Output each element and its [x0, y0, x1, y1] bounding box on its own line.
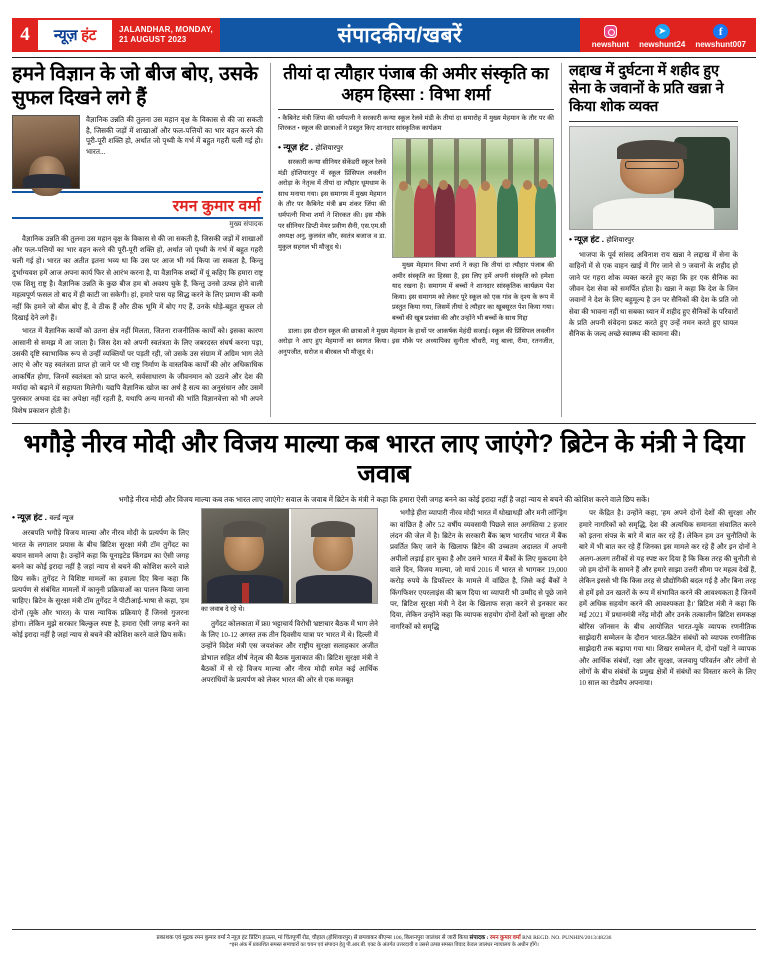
- editorial-article: [12, 63, 270, 417]
- feature-byline: • न्यूज़ हंट . वर्ल्ड न्यूज: [12, 512, 74, 523]
- feature-article: [12, 423, 756, 690]
- newspaper-page: [0, 18, 768, 958]
- editor-role: मुख्य संपादक: [229, 219, 263, 228]
- khanna-portrait-photo: [569, 126, 738, 230]
- logo-part-2: हंट: [81, 27, 97, 44]
- right-headline-rule: [569, 121, 738, 122]
- newspaper-logo[interactable]: [38, 18, 112, 52]
- logo-part-1: न्यूज़: [53, 27, 78, 44]
- feature-col-3: [384, 508, 573, 690]
- top-zone: [12, 63, 756, 417]
- feature-body-col-2: तुगेंदट कोलकाता में फ्र0 भट्टाचार्य विरोधी भ्रष्टाचार बैठक में भाग लेने के लिए 10-12 अगस्त तक तीन दिवसीय यात्रा पर भारत में थे। दिल्ली में उन्होंने विदेश मंत्री एस जयशंकर और राष्ट्रीय सुरक्षा सलाहकार अजीत डोभाल सहित शीर्ष नेतृत्व की बैठक मुलाकात की। ब्रिटिश सुरक्षा मंत्री ने बैठकों में से रहे विजय माल्या और नीरव मोदी समेत कई आर्थिक अपराधियों के प्रत्यर्पण को लेकर भारत की ओर से एक मजबूत: [201, 619, 378, 685]
- social-instagram[interactable]: [592, 24, 629, 49]
- feature-photo-caption: का जवाब दे रहे थे।: [201, 606, 245, 614]
- center-byline: • न्यूज़ हंट . होशियारपुर: [278, 142, 344, 153]
- footer-editor-label: संपादक :: [469, 934, 490, 941]
- feature-body-col-4: पर केंद्रित है। उन्होंने कहा, 'हम अपने दोनों देशों की सुरक्षा और हमारे नागरिकों को समृद्धि, देश की अत्यधिक समानता संचालित करने को इतना संपन्न के बारे में बात कर रहे हैं। लेकिन हम उन चुनौतियों के बारे में भी बात कर रहे हैं जिनका इस मामले कर रहे हैं और इन दोनों ने अलग-अलग तरीकों से यह स्पष्ट कर दिया है कि किस तरह की चुनौती से जो हम दोनों के सामने हैं और हमारे साझा उत्तरी सीमा पर महत्व देखें हैं, लेकिन इससे भी कि किस तरह से प्रौद्योगिकी बदल गई है और बिना तरह से हमें इसे उन खतरों के रूप में संभावित करने की आवश्यकता है जिनमें हमें अधिक सहयोग करने की आवश्यकता है।' ब्रिटिश मंत्री ने कहा कि मई 2021 में प्रधानमंत्री नरेंद्र मोदी और उनके तत्कालीन ब्रिटिश समकक्ष बोरिस जॉनसन के बीच आयोजित भारत-यूके व्यापक रणनीतिक साझेदारी सम्मेलन के दौरान भारत-ब्रिटेन संबंधों को व्यापक रणनीतिक साझेदारी तक बढ़ाया गया था। शिखर सम्मेलन में, दोनों पक्षों ने व्यापक और आर्थिक संबंधों, रक्षा और सुरक्षा, जलवायु परिवर्तन और लोगों से लोगों के बीच संबंधों के प्रमुख क्षेत्रों में संबंधों का विस्तार करने के लिए 10 साल का रोडमैप अपनाया।: [579, 509, 756, 688]
- dateline-line-2: 21 AUGUST 2023: [119, 35, 187, 44]
- editorial-body-col-1: वैज्ञानिक उन्नति की तुलना उस महान वृक्ष के विकास से की जा सकती है, जिसकी जड़ों में शाखाओं और फल-पत्तियों का भार वहन करने की पूरी-पूरी शक्ति हो, अर्थात जो पृथ्वी के गर्भ में बहुत गहरी चली गई हो। भारत का अतीत इतना भव्य था कि उस पर आज भी गर्व किया जा सकता है, किन्तु दुर्भाग्यवश हमें आज अपना कार्य फिर से आरंभ करना है, या वैज्ञानिक शब्दों में यूं कहिए कि हमारा राष्ट्र एक शिशु राष्ट्र है। वैज्ञानिक उन्नति के कुछ बीज हम बो अवश्य चुके हैं, किन्तु उनसे उत्पन्न होने वाली महत्वपूर्ण फसल तो बाद में ही काटी जा सकेगी। हां, हमारे पास यह सिद्ध करने के लिए प्रमाण की कमी नहीं कि हमने जो बीज बोए हैं, वे ठीक हैं और ठीक भूमि में बोए गए हैं, उनके थोड़े-बहुत सुफल तो दिखाई देने लगे हैं।: [12, 234, 263, 322]
- footer-rni-number: RNI REGD. NO. PUNHIN/2013/48236: [520, 934, 612, 941]
- feature-col-4: [573, 508, 756, 690]
- center-byline-place: होशियारपुर: [315, 145, 344, 153]
- social-links: [580, 18, 756, 52]
- dateline: [112, 18, 220, 52]
- masthead: [12, 18, 756, 52]
- feature-byline-place: वर्ल्ड न्यूज: [49, 515, 74, 523]
- footer-line-2: *इस अंक में प्रकाशित समस्त समाचारों का चयन एवं संपादन हेतु पी.आर.बी. एक्ट के अंतर्गत उत्तरदायी व उससे उत्पन्न समस्त विवाद केवल जालंधर न्यायालय के अधीन होंगे।: [229, 942, 539, 949]
- center-body-col-1: सरकारी कन्या सीनियर सेकेंडरी स्कूल रेलवे मंडी होशियारपुर में स्कूल प्रिंसिपल लवलीन अरोड़ा के नेतृत्व में तीयां दा त्यौहार धूमधाम के साथ मनाया गया। इस समागम में मुख्य मेहमान के तौर पर कैबिनेट मंत्री ब्रम शंकर जिंपा की धर्मपत्नी विभा शर्मा ने शिरकत की। इस मौके पर सीनियर डिप्टी मेयर प्रवीण सैनी, एस.एम.सी अध्यक्ष अनु, कुलवंत कौर, स्वतंत्र बजाज व डा. मुकुल सहगल भी मौजूद थे।: [278, 159, 386, 251]
- feature-standfirst: भगौड़े नीरव मोदी और विजय माल्या कब तक भारत लाए जाएंगे? सवाल के जवाब में ब्रिटेन के मंत्री ने कहा कि हमारा ऐसी जगह बनने का कोई इरादा नहीं है जहां न्याय से बचने की कोशिश करने वाले छिप सकें।: [118, 495, 650, 505]
- mallya-modi-photos: [201, 508, 378, 604]
- editorial-lead-block: [12, 115, 263, 189]
- feature-byline-brand: न्यूज़ हंट: [17, 512, 43, 523]
- center-headline-rule: [278, 109, 554, 110]
- feature-body-col-1: अरबपति भगौड़े विजय माल्या और नीरव मोदी के प्रत्यर्पण के लिए भारत के लगातार प्रयास के बीच ब्रिटिश सुरक्षा मंत्री टॉम तुगेंदट का बयान सामने आया है। उन्होंने कहा कि यूनाइटेड किंगडम का ऐसी जगह बनने का कोई इरादा नहीं है जहां न्याय से बचने की कोशिश करने वाले छिप सकें। तुगेंदट ने विशिष्ट मामलों का हवाला दिए बिना कहा कि प्रत्यर्पण से संबंधित मामलों में कानूनी प्रक्रियाओं का पालन किया जाना चाहिए। ब्रिटेन के सुरक्षा मंत्री टॉम तुगेंदट ने पीटीआई-भाषा से कहा, 'हम दोनों (यूके और भारत) के पास न्यायिक प्रक्रियाएं हैं जिनसे गुजरना होगा। लेकिन मुझे सरकार बिल्कुल स्पष्ट है, हमारा ऐसी जगह बनने का कोई इरादा नहीं है जहां न्याय से बचने की कोशिश करने वाले छिप सकें।: [12, 529, 189, 640]
- editorial-headline: हमने विज्ञान के जो बीज बोए, उसके सुफल दिखने लगे हैं: [12, 63, 258, 109]
- center-body-col-3: डाला। इस दौरान स्कूल की छात्राओं ने मुख्य मेहमान के हाथों पर आकर्षक मेहंदी सजाई। स्कूल की प्रिंसिपल लवलीन अरोड़ा ने आए हुए मेहमानों का स्वागत किया। इस मौके पर अध्यापिका सुनीता चौधरी, मधु बाला, रीमा, रतनजीत, अनुपजीत, सरोज व बीरबल भी मौजूद थे।: [278, 327, 554, 356]
- feature-headline: भगौड़े नीरव मोदी और विजय माल्या कब भारत लाए जाएंगे? ब्रिटेन के मंत्री ने दिया जवाब: [23, 430, 745, 489]
- instagram-handle: newshunt: [591, 40, 630, 49]
- editorial-body-col-2: भारत में वैज्ञानिक कार्यों को उतना क्षेत्र नहीं मिलता, जितना राजनीतिक कार्यों को। इसका कारण आसानी से समझ में आ जाता है। जिस देश को अपनी स्वतंत्रता के लिए जबरदस्त संघर्ष करना पड़ा, उसकी दृष्टि स्वाभाविक रूप से उन्हीं व्यक्तियों पर पड़ती रही, जो उसके उस संग्राम में अग्रिम भाग लेते आए थे और यह स्वतंत्रता प्राप्त हो जाने पर भी राष्ट्र निर्माण के वास्तविक कार्यों की ओर अधिकाधिक आकर्षित होगा, जिनमें स्वतंत्रता को प्राप्त करने, सर्वसाधारण के जीवनमान को उठाने और देश की मर्यादा को बढ़ाने में सहायता मिलेगी। यद्यपि वैज्ञानिक खोज का अर्थ है सत्य का अनुसंधान और उसमें पुरस्कार अथवा दंड का अपेक्षा नहीं रहती है, यथापि अन्य मानवों की भांति विज्ञानवेत्ता को भी अपने विशेष प्रकाशन होती है।: [12, 327, 263, 415]
- feature-col-1: [12, 508, 195, 690]
- instagram-icon: [603, 24, 618, 39]
- vijay-mallya-photo: [202, 509, 289, 603]
- nirav-modi-photo: [291, 509, 378, 603]
- center-byline-brand: न्यूज़ हंट: [283, 142, 309, 153]
- facebook-icon: f: [713, 24, 728, 39]
- editorial-lead-text: वैज्ञानिक उन्नति की तुलना उस महान वृक्ष के विकास से की जा सकती है, जिसकी जड़ों में शाखाओं और फल-पत्तियों का भार वहन करने की पूरी-पूरी शक्ति हो, अर्थात जो पृथ्वी के गर्भ में बहुत गहरी चली गई हो। भारत...: [86, 115, 263, 157]
- facebook-handle: newshunt007: [695, 40, 746, 49]
- right-body-col-1: भाजपा के पूर्व सांसद अविनाश राय खन्ना ने लद्दाख में सेना के वाहिनों में से एक वाहन खाई में गिर जाने से 9 जवानों के शहीद हो जाने पर गहरा शोक व्यक्त करते हुए कहा कि हर एक सैनिक का जीवन देश सेवा को समर्पित होता है। खन्ना ने कहा कि देश के जिन जवानों ने देश के लिए बहुमूल्य है उन पर सैनिकों की देश के प्रति जो सेवा की भावना नहीं था सबका ध्यान में शहीद हुए सैनिकों के परिवारों के प्रति अपनी संवेदना प्रकट करते हुए उन्हें नमन करते हुए घायल सैनिक के जल्द अच्छे स्वास्थ्य की कामना की।: [569, 250, 738, 339]
- dateline-line-1: JALANDHAR, MONDAY,: [119, 25, 213, 34]
- page-number: 4: [12, 18, 38, 52]
- feature-body: [12, 508, 756, 690]
- feature-col-2: [195, 508, 384, 690]
- right-byline: • न्यूज़ हंट . होशियारपुर: [569, 233, 635, 244]
- footer-line-1: [12, 934, 756, 942]
- twitter-handle: newshunt24: [639, 40, 686, 49]
- footer-publisher-text: प्रकाशक एवं मुद्रक रमन कुमार वर्मा ने न्यूज़ हंट प्रिंटिंग हाऊस, मां चिंतपूर्णी रोड, चौहाल (होशियारपुर) से छपवाकर बीएम्स 106, किशनपुरा जालंधर से जारी किया: [156, 934, 470, 941]
- editor-name: रमन कुमार वर्मा: [172, 197, 261, 215]
- center-body-col-2: मुख्य मेहमान विभा शर्मा ने कहा कि तीयां दा त्यौहार पंजाब की अमीर संस्कृति का हिस्सा है, इस लिए हमें अपनी संस्कृति को हमेशा याद रखना है। समागम में बच्चों ने शानदार सांस्कृतिक कार्यक्रम पेश किया। इस समागम को लेकर पूरे स्कूल को एक गांव के दृश्य के रूप में प्रस्तुत किया गया, जिसमें तीयां दे त्यौहार का खूबसूरत पेश किया गया। बच्चों की खूब प्रशंसा की और उन्होंने भी बच्चों के साथ गिद्दा: [392, 262, 554, 322]
- ladakh-tribute-article: [562, 63, 738, 417]
- twitter-icon: ➤: [655, 24, 670, 39]
- right-byline-brand: न्यूज़ हंट: [574, 233, 600, 244]
- teeyan-group-photo: [392, 138, 554, 258]
- footer-editor-name: रमन कुमार वर्मा: [489, 934, 521, 941]
- masthead-divider: [12, 57, 756, 58]
- social-facebook[interactable]: [695, 24, 746, 49]
- footer-imprint: [12, 929, 756, 950]
- right-byline-place: होशियारपुर: [606, 236, 635, 244]
- section-title: संपादकीय/खबरें: [220, 18, 580, 52]
- editor-photo: [12, 115, 80, 189]
- social-twitter[interactable]: [639, 24, 685, 49]
- center-bullets: • कैबिनेट मंत्री जिंपा की धर्मपत्नी ने सरकारी कन्या स्कूल रेलवे मंडी के तीयां दा समारोह में मुख्य मेहमान के तौर पर की शिरकत • स्कूल की छात्राओं ने प्रस्तुत किए शानदार सांस्कृतिक कार्यक्रम: [278, 115, 554, 132]
- feature-body-col-3: भगौड़े हीरा व्यापारी नीरव मोदी भारत में धोखाधड़ी और मनी लॉन्ड्रिंग का वांछित है और 52 वर्षीय व्यवसायी पिछले सात अगस्तिया 2 हजार लंदन की जेल में है। ब्रिटेन के सरकारी बैंक ऋण भारतीय भारत में बैंक प्रवर्तित किए जाने के खिलाफ ब्रिटेन की उच्चतम अदालत में अपनी अपीलों लड़ाई हार चुका है और उसने भारत में बैंकों के लिए मुकदमा देने वाले दिन, विजय माल्या, जो मार्च 2016 में भारत से भागकर 19,000 करोड़ रुपये के डिफॉल्टर के मामले में वांछित है, जिसे कई बैंकों ने किंगफिशर एयरलाइंस की ऋण दिया था व्यापारी भी उम्मीद से पूछे जाने पर, ब्रिटिश सुरक्षा मंत्री ने देश के खिलाफ सज़ा करने से इनकार कर दिया, लेकिन उन्होंने कहा कि व्यापक सहयोग दोनों देशों को सुरक्षा और नागरिकों को समृद्धि: [390, 509, 567, 631]
- right-headline: लद्दाख में दुर्घटना में शहीद हुए सेना के जवानों के प्रति खन्ना ने किया शोक व्यक्त: [569, 63, 724, 115]
- center-headline: तीयां दा त्यौहार पंजाब की अमीर संस्कृति का अहम हिस्सा : विभा शर्मा: [283, 64, 549, 105]
- logo-text: [54, 25, 96, 45]
- teeyan-festival-article: [271, 63, 561, 417]
